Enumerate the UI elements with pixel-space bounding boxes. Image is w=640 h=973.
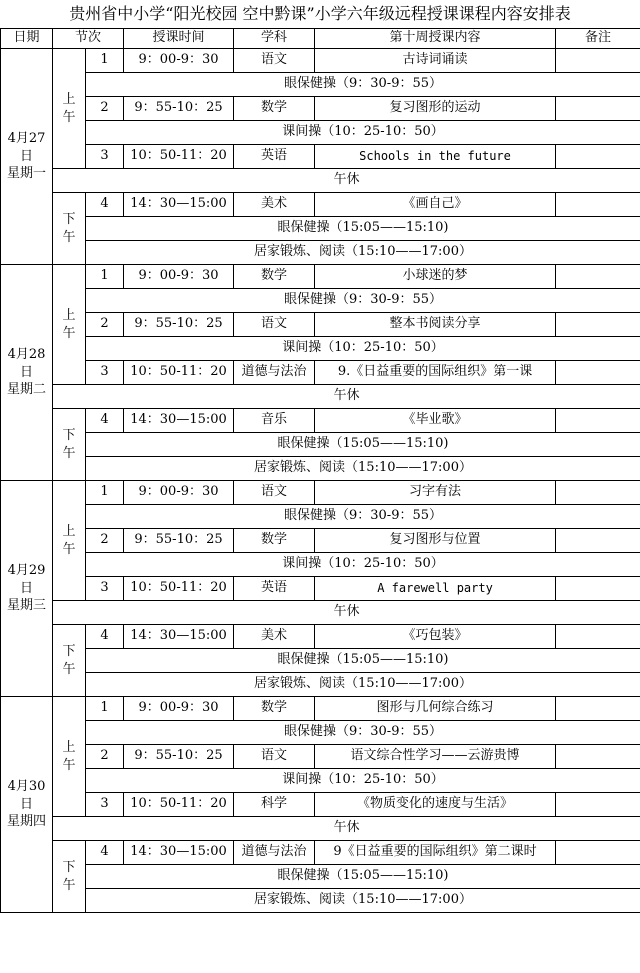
- note-cell: [556, 265, 640, 289]
- break-row-text: 课间操（10：25-10：50）: [86, 121, 640, 145]
- afternoon-label: [53, 841, 86, 913]
- table-row: [1, 841, 640, 865]
- subject-cell: 英语: [234, 145, 315, 169]
- table-row: [1, 865, 640, 889]
- date-cell-line: 日: [19, 364, 33, 380]
- period-number: 4: [86, 625, 124, 649]
- subject-cell: 语文: [234, 313, 315, 337]
- class-time: 9：55-10：25: [124, 529, 234, 553]
- afternoon-label: [53, 409, 86, 481]
- table-row: [1, 505, 640, 529]
- period-number: 1: [86, 481, 124, 505]
- break-row-text: 眼保健操（9：30-9：55）: [86, 73, 640, 97]
- date-cell: [1, 265, 53, 481]
- period-number: 3: [86, 361, 124, 385]
- date-cell: [1, 697, 53, 913]
- date-cell-line: 4月29: [7, 563, 46, 579]
- noon-break: 午休: [53, 385, 640, 409]
- class-time: 14：30—15:00: [124, 625, 234, 649]
- class-time: 14：30—15:00: [124, 409, 234, 433]
- lesson-content: 9《日益重要的国际组织》第二课时: [315, 841, 556, 865]
- period-number: 2: [86, 745, 124, 769]
- table-row: [1, 457, 640, 481]
- header-row: [1, 29, 640, 49]
- break-row-text: 居家锻炼、阅读（15:10——17:00）: [86, 241, 640, 265]
- morning-label: [53, 265, 86, 385]
- period-number: 2: [86, 97, 124, 121]
- lesson-content: 古诗词诵读: [315, 49, 556, 73]
- subject-cell: 语文: [234, 49, 315, 73]
- afternoon-label-line: 下: [62, 643, 76, 659]
- morning-label: [53, 697, 86, 817]
- class-time: 10：50-11：20: [124, 145, 234, 169]
- table-row: [1, 793, 640, 817]
- header-period: 节次: [53, 29, 124, 49]
- table-row: [1, 97, 640, 121]
- table-row: [1, 553, 640, 577]
- table-row: [1, 721, 640, 745]
- lesson-content: 图形与几何综合练习: [315, 697, 556, 721]
- class-time: 9：55-10：25: [124, 97, 234, 121]
- note-cell: [556, 361, 640, 385]
- period-number: 4: [86, 193, 124, 217]
- note-cell: [556, 193, 640, 217]
- subject-cell: 科学: [234, 793, 315, 817]
- morning-label: [53, 481, 86, 601]
- break-row-text: 课间操（10：25-10：50）: [86, 553, 640, 577]
- note-cell: [556, 97, 640, 121]
- subject-cell: 道德与法治: [234, 841, 315, 865]
- note-cell: [556, 409, 640, 433]
- noon-break: 午休: [53, 601, 640, 625]
- table-row: [1, 577, 640, 601]
- afternoon-label-line: 下: [62, 427, 76, 443]
- period-number: 4: [86, 841, 124, 865]
- date-cell-line: 星期一: [6, 166, 46, 182]
- break-row-text: 眼保健操（9：30-9：55）: [86, 721, 640, 745]
- table-row: [1, 49, 640, 73]
- table-row: [1, 361, 640, 385]
- class-time: 14：30—15:00: [124, 193, 234, 217]
- lesson-content: 习字有法: [315, 481, 556, 505]
- page-title: 贵州省中小学“阳光校园 空中黔课”小学六年级远程授课课程内容安排表: [69, 4, 571, 23]
- break-row-text: 居家锻炼、阅读（15:10——17:00）: [86, 457, 640, 481]
- header-content: 第十周授课内容: [315, 29, 556, 49]
- table-row: [1, 649, 640, 673]
- table-row: [1, 145, 640, 169]
- noon-break: 午休: [53, 169, 640, 193]
- note-cell: [556, 145, 640, 169]
- class-time: 9：00-9：30: [124, 49, 234, 73]
- note-cell: [556, 745, 640, 769]
- table-row: [1, 697, 640, 721]
- table-row: [1, 409, 640, 433]
- date-cell: [1, 49, 53, 265]
- table-row: [1, 217, 640, 241]
- table-row: [1, 289, 640, 313]
- header-subject: 学科: [234, 29, 315, 49]
- lesson-content: 复习图形的运动: [315, 97, 556, 121]
- lesson-content: 小球迷的梦: [315, 265, 556, 289]
- break-row-text: 居家锻炼、阅读（15:10——17:00）: [86, 889, 640, 913]
- date-cell-line: 4月27: [7, 131, 46, 147]
- period-number: 1: [86, 697, 124, 721]
- subject-cell: 美术: [234, 193, 315, 217]
- afternoon-label: [53, 625, 86, 697]
- lesson-content: 《物质变化的速度与生活》: [315, 793, 556, 817]
- table-row: [1, 169, 640, 193]
- afternoon-label: [53, 193, 86, 265]
- table-row: [1, 817, 640, 841]
- note-cell: [556, 49, 640, 73]
- note-cell: [556, 481, 640, 505]
- note-cell: [556, 577, 640, 601]
- morning-label-line: 午: [62, 109, 76, 125]
- table-row: [1, 337, 640, 361]
- note-cell: [556, 529, 640, 553]
- table-row: [1, 121, 640, 145]
- class-time: 10：50-11：20: [124, 793, 234, 817]
- period-number: 1: [86, 265, 124, 289]
- class-time: 9：00-9：30: [124, 265, 234, 289]
- break-row-text: 眼保健操（15:05——15:10): [86, 865, 640, 889]
- note-cell: [556, 697, 640, 721]
- morning-label-line: 午: [62, 325, 76, 341]
- class-time: 9：00-9：30: [124, 697, 234, 721]
- class-time: 10：50-11：20: [124, 577, 234, 601]
- morning-label-line: 上: [62, 739, 76, 755]
- table-row: [1, 889, 640, 913]
- period-number: 3: [86, 145, 124, 169]
- table-row: [1, 481, 640, 505]
- subject-cell: 数学: [234, 97, 315, 121]
- afternoon-label-line: 下: [62, 859, 76, 875]
- afternoon-label-line: 午: [62, 877, 76, 893]
- table-row: [1, 625, 640, 649]
- afternoon-label-line: 午: [62, 661, 76, 677]
- lesson-content: Schools in the future: [315, 145, 556, 169]
- subject-cell: 美术: [234, 625, 315, 649]
- table-row: [1, 673, 640, 697]
- date-cell-line: 日: [19, 796, 33, 812]
- note-cell: [556, 625, 640, 649]
- subject-cell: 数学: [234, 529, 315, 553]
- class-time: 14：30—15:00: [124, 841, 234, 865]
- morning-label: [53, 49, 86, 169]
- period-number: 3: [86, 577, 124, 601]
- date-cell-line: 日: [19, 148, 33, 164]
- table-row: [1, 529, 640, 553]
- note-cell: [556, 313, 640, 337]
- date-cell-line: 星期二: [6, 382, 46, 398]
- break-row-text: 课间操（10：25-10：50）: [86, 337, 640, 361]
- table-row: [1, 265, 640, 289]
- period-number: 1: [86, 49, 124, 73]
- lesson-content: 复习图形与位置: [315, 529, 556, 553]
- break-row-text: 居家锻炼、阅读（15:10——17:00）: [86, 673, 640, 697]
- class-time: 9：55-10：25: [124, 745, 234, 769]
- table-row: [1, 73, 640, 97]
- date-cell-line: 日: [19, 580, 33, 596]
- date-cell-line: 星期四: [6, 814, 46, 830]
- break-row-text: 眼保健操（9：30-9：55）: [86, 289, 640, 313]
- break-row-text: 课间操（10：25-10：50）: [86, 769, 640, 793]
- header-note: 备注: [556, 29, 640, 49]
- subject-cell: 音乐: [234, 409, 315, 433]
- subject-cell: 语文: [234, 745, 315, 769]
- table-row: [1, 745, 640, 769]
- lesson-content: 整本书阅读分享: [315, 313, 556, 337]
- break-row-text: 眼保健操（9：30-9：55）: [86, 505, 640, 529]
- period-number: 3: [86, 793, 124, 817]
- lesson-content: 《巧包装》: [315, 625, 556, 649]
- morning-label-line: 午: [62, 757, 76, 773]
- lesson-content: 《毕业歌》: [315, 409, 556, 433]
- subject-cell: 英语: [234, 577, 315, 601]
- subject-cell: 数学: [234, 697, 315, 721]
- class-time: 9：00-9：30: [124, 481, 234, 505]
- period-number: 2: [86, 529, 124, 553]
- header-time: 授课时间: [124, 29, 234, 49]
- table-row: [1, 601, 640, 625]
- header-date: 日期: [1, 29, 53, 49]
- table-row: [1, 313, 640, 337]
- date-cell-line: 星期三: [6, 598, 46, 614]
- lesson-content: A farewell party: [315, 577, 556, 601]
- class-time: 9：55-10：25: [124, 313, 234, 337]
- subject-cell: 道德与法治: [234, 361, 315, 385]
- table-row: [1, 241, 640, 265]
- date-cell-line: 4月28: [7, 347, 46, 363]
- date-cell: [1, 481, 53, 697]
- lesson-content: 9.《日益重要的国际组织》第一课: [315, 361, 556, 385]
- afternoon-label-line: 午: [62, 229, 76, 245]
- lesson-content: 语文综合性学习——云游贵博: [315, 745, 556, 769]
- subject-cell: 语文: [234, 481, 315, 505]
- period-number: 2: [86, 313, 124, 337]
- noon-break: 午休: [53, 817, 640, 841]
- class-time: 10：50-11：20: [124, 361, 234, 385]
- subject-cell: 数学: [234, 265, 315, 289]
- table-row: [1, 385, 640, 409]
- table-row: [1, 769, 640, 793]
- break-row-text: 眼保健操（15:05——15:10): [86, 217, 640, 241]
- schedule-table: [0, 28, 640, 913]
- date-cell-line: 4月30: [7, 779, 46, 795]
- lesson-content: 《画自己》: [315, 193, 556, 217]
- morning-label-line: 上: [62, 91, 76, 107]
- period-number: 4: [86, 409, 124, 433]
- morning-label-line: 上: [62, 307, 76, 323]
- afternoon-label-line: 下: [62, 211, 76, 227]
- note-cell: [556, 841, 640, 865]
- note-cell: [556, 793, 640, 817]
- break-row-text: 眼保健操（15:05——15:10): [86, 649, 640, 673]
- table-row: [1, 193, 640, 217]
- afternoon-label-line: 午: [62, 445, 76, 461]
- table-row: [1, 433, 640, 457]
- morning-label-line: 午: [62, 541, 76, 557]
- morning-label-line: 上: [62, 523, 76, 539]
- break-row-text: 眼保健操（15:05——15:10): [86, 433, 640, 457]
